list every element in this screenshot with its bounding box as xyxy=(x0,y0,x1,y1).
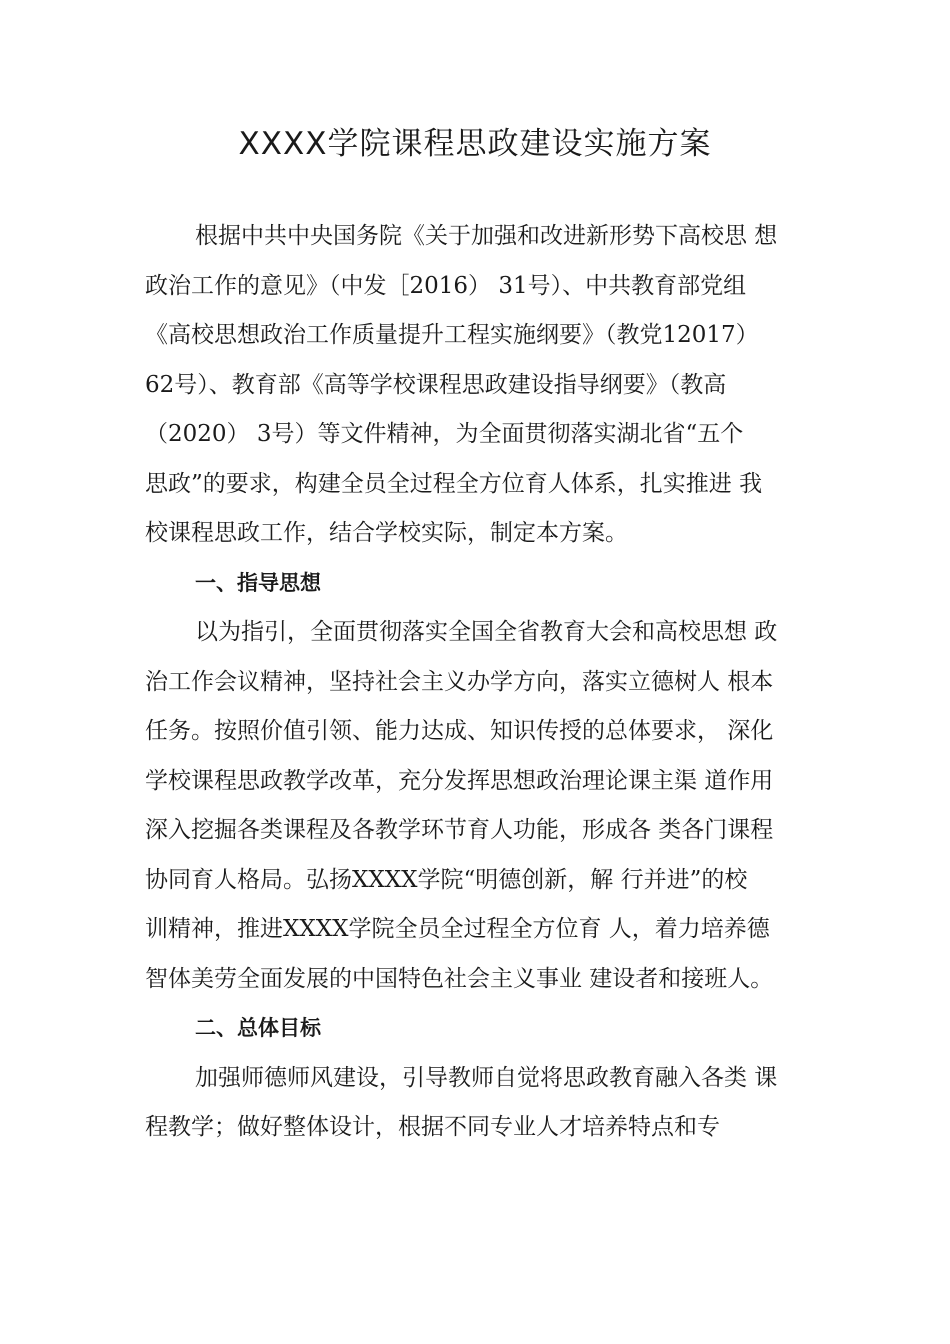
section1-line: 智体美劳全面发展的中国特色社会主义事业 建设者和接班人。 xyxy=(145,965,774,992)
intro-line: 政治工作的意见》（中发［2016） 31号）、中共教育部党组 xyxy=(145,272,747,299)
intro-line: 思政”的要求，构建全员全过程全方位育人体系，扎实推进 我 xyxy=(145,470,763,497)
intro-line: 校课程思政工作，结合学校实际，制定本方案。 xyxy=(145,520,628,546)
intro-line: 根据中共中央国务院《关于加强和改进新形势下高校思 想 xyxy=(195,223,778,249)
section1-line: 以为指引，全面贯彻落实全国全省教育大会和高校思想 政 xyxy=(195,619,778,645)
section1-line: 学校课程思政教学改革，充分发挥思想政治理论课主渠 道作用 xyxy=(145,767,774,794)
section1-line: 任务。按照价值引领、能力达成、知识传授的总体要求， 深化 xyxy=(145,718,774,744)
section2-line: 程教学；做好整体设计，根据不同专业人才培养特点和专 xyxy=(145,1114,720,1140)
document-title: XXXX学院课程思政建设实施方案 xyxy=(238,126,712,162)
section2-line: 加强师德师风建设，引导教师自觉将思政教育融入各类 课 xyxy=(195,1064,778,1091)
intro-line: （2020） 3号）等文件精神，为全面贯彻落实湖北省“五个 xyxy=(145,421,744,447)
intro-paragraph xyxy=(145,212,815,1153)
section-heading-guiding-ideology: 一、指导思想 xyxy=(195,570,321,595)
intro-line: 《高校思想政治工作质量提升工程实施纲要》（教党12017） xyxy=(145,322,759,348)
section1-line: 协同育人格局。弘扬XXXX学院“明德创新，解 行并进”的校 xyxy=(145,866,748,893)
section1-line: 治工作会议精神，坚持社会主义办学方向，落实立德树人 根本 xyxy=(145,668,774,695)
intro-line: 62号）、教育部《高等学校课程思政建设指导纲要》（教高 xyxy=(145,371,727,398)
section1-line: 深入挖掘各类课程及各教学环节育人功能，形成各 类各门课程 xyxy=(145,817,774,843)
section1-line: 训精神，推进XXXX学院全员全过程全方位育 人，着力培养德 xyxy=(145,916,770,942)
section-heading-overall-goals: 二、总体目标 xyxy=(195,1016,321,1040)
